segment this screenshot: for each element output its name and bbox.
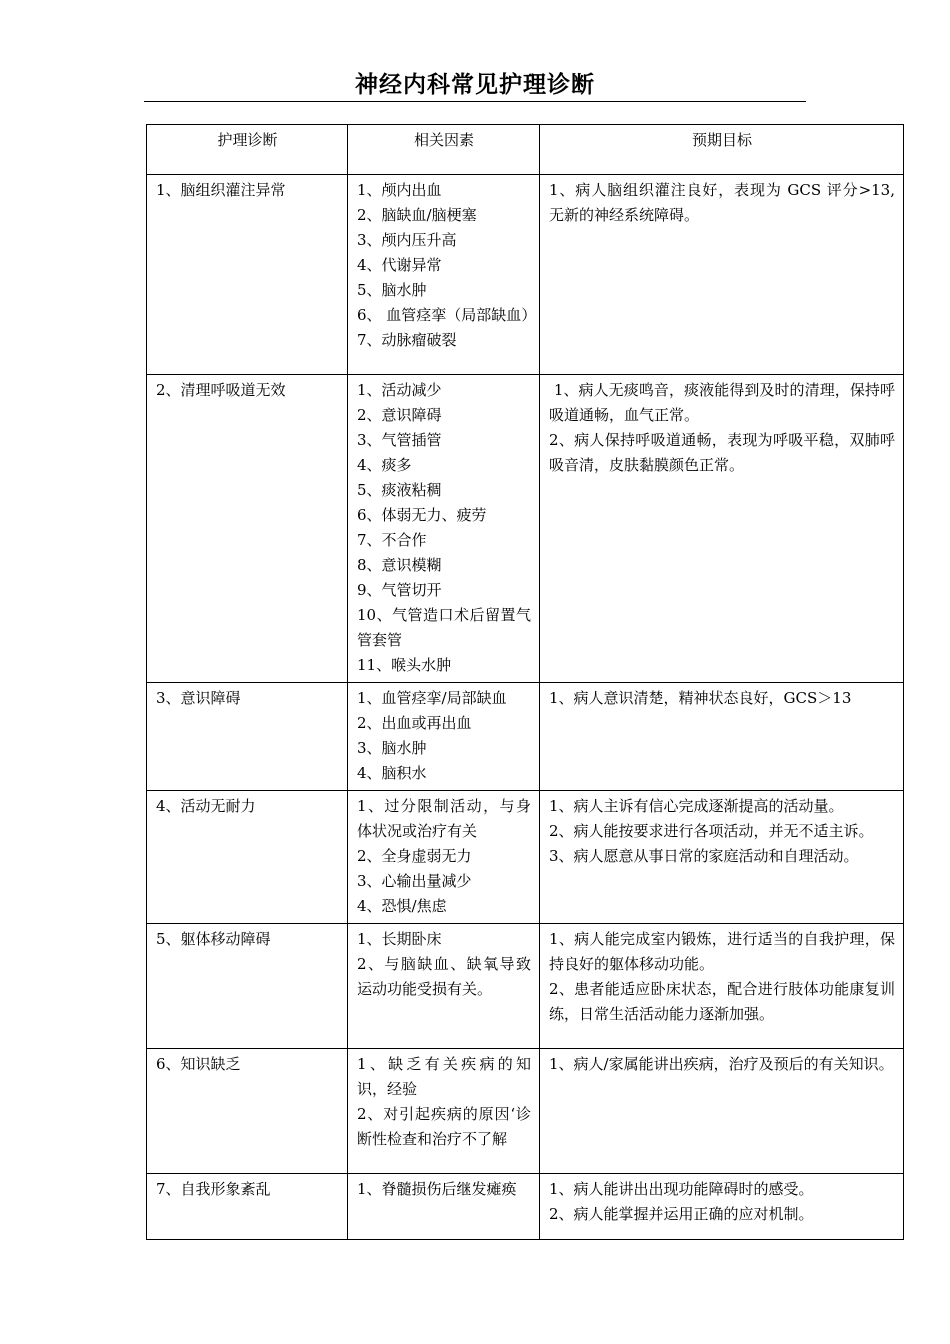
factors-cell [348,791,540,924]
diagnosis-cell: 7、自我形象紊乱 [147,1174,348,1240]
goals-cell [540,791,904,924]
goal-item: 2、病人能按要求进行各项活动，并无不适主诉。 [549,822,874,840]
factors-cell [348,175,540,375]
factor-item: 5、脑水肿 [357,281,427,299]
table-row [147,375,904,683]
factor-item: 4、代谢异常 [357,256,442,274]
goal-item: 1、病人能讲出出现功能障碍时的感受。 [549,1180,814,1198]
factor-item: 3、心输出量减少 [357,872,472,890]
factors-cell [348,683,540,791]
goal-item: 1、病人脑组织灌注良好，表现为 GCS 评分>13, 无新的神经系统障碍。 [549,181,895,224]
diagnosis-cell: 4、活动无耐力 [147,791,348,924]
goals-cell [540,1049,904,1174]
factor-item: 1、脊髓损伤后继发瘫痪 [357,1180,517,1198]
goal-item: 1、病人/家属能讲出疾病，治疗及预后的有关知识。 [549,1055,894,1073]
goal-item: 1、病人意识清楚，精神状态良好，GCS＞13 [549,689,852,707]
diagnosis-cell: 6、知识缺乏 [147,1049,348,1174]
goal-item: 2、病人保持呼吸道通畅，表现为呼吸平稳，双肺呼吸音清，皮肤黏膜颜色正常。 [549,431,895,474]
table-row [147,924,904,1049]
factor-item: 7、动脉瘤破裂 [357,331,457,349]
factor-item: 2、与脑缺血、缺氧导致运动功能受损有关。 [357,955,531,998]
diagnosis-cell: 5、躯体移动障碍 [147,924,348,1049]
title-underline [144,101,806,102]
factors-cell [348,1049,540,1174]
goal-item: 1、病人无痰鸣音，痰液能得到及时的清理，保持呼吸道通畅，血气正常。 [549,381,895,424]
factor-item: 7、不合作 [357,531,427,549]
header-factors: 相关因素 [348,125,540,175]
table-row [147,791,904,924]
table-row [147,175,904,375]
goals-cell [540,924,904,1049]
goal-item: 1、病人能完成室内锻炼，进行适当的自我护理，保持良好的躯体移动功能。 [549,930,895,973]
goals-cell [540,175,904,375]
factor-item: 2、对引起疾病的原因‘诊断性检查和治疗不了解 [357,1105,531,1148]
goals-cell [540,375,904,683]
goal-item: 2、病人能掌握并运用正确的应对机制。 [549,1205,814,1223]
factor-item: 5、痰液粘稠 [357,481,442,499]
goal-item: 2、患者能适应卧床状态，配合进行肢体功能康复训练，日常生活活动能力逐渐加强。 [549,980,895,1023]
factors-cell [348,375,540,683]
factor-item: 6、 血管痉挛（局部缺血） [357,306,537,324]
nursing-diagnosis-table [146,124,904,1240]
factor-item: 8、意识模糊 [357,556,442,574]
table-row [147,683,904,791]
table-row [147,1049,904,1174]
factor-item: 1、过分限制活动，与身体状况或治疗有关 [357,797,531,840]
factor-item: 3、脑水肿 [357,739,427,757]
factor-item: 2、出血或再出血 [357,714,472,732]
header-goals: 预期目标 [540,125,904,175]
goals-cell [540,683,904,791]
header-diagnosis: 护理诊断 [147,125,348,175]
page-title: 神经内科常见护理诊断 [355,72,595,98]
factor-item: 1、血管痉挛/局部缺血 [357,689,507,707]
factor-item: 1、颅内出血 [357,181,442,199]
diagnosis-cell: 2、清理呼吸道无效 [147,375,348,683]
factor-item: 1、活动减少 [357,381,442,399]
factor-item: 9、气管切开 [357,581,442,599]
factors-cell [348,924,540,1049]
table-header-row [147,125,904,175]
factor-item: 1、长期卧床 [357,930,442,948]
factor-item: 4、痰多 [357,456,412,474]
factor-item: 2、意识障碍 [357,406,442,424]
table-row [147,1174,904,1240]
diagnosis-cell: 3、意识障碍 [147,683,348,791]
goal-item: 3、病人愿意从事日常的家庭活动和自理活动。 [549,847,859,865]
factor-item: 3、颅内压升高 [357,231,457,249]
factor-item: 10、气管造口术后留置气管套管 [357,606,531,649]
factors-cell [348,1174,540,1240]
factor-item: 2、全身虚弱无力 [357,847,472,865]
factor-item: 1、缺乏有关疾病的知识，经验 [357,1055,531,1098]
goal-item: 1、病人主诉有信心完成逐渐提高的活动量。 [549,797,844,815]
diagnosis-cell: 1、脑组织灌注异常 [147,175,348,375]
factor-item: 4、恐惧/焦虑 [357,897,447,915]
factor-item: 6、体弱无力、疲劳 [357,506,487,524]
factor-item: 11、喉头水肿 [357,656,452,674]
factor-item: 3、气管插管 [357,431,442,449]
goals-cell [540,1174,904,1240]
factor-item: 4、脑积水 [357,764,427,782]
factor-item: 2、脑缺血/脑梗塞 [357,206,477,224]
